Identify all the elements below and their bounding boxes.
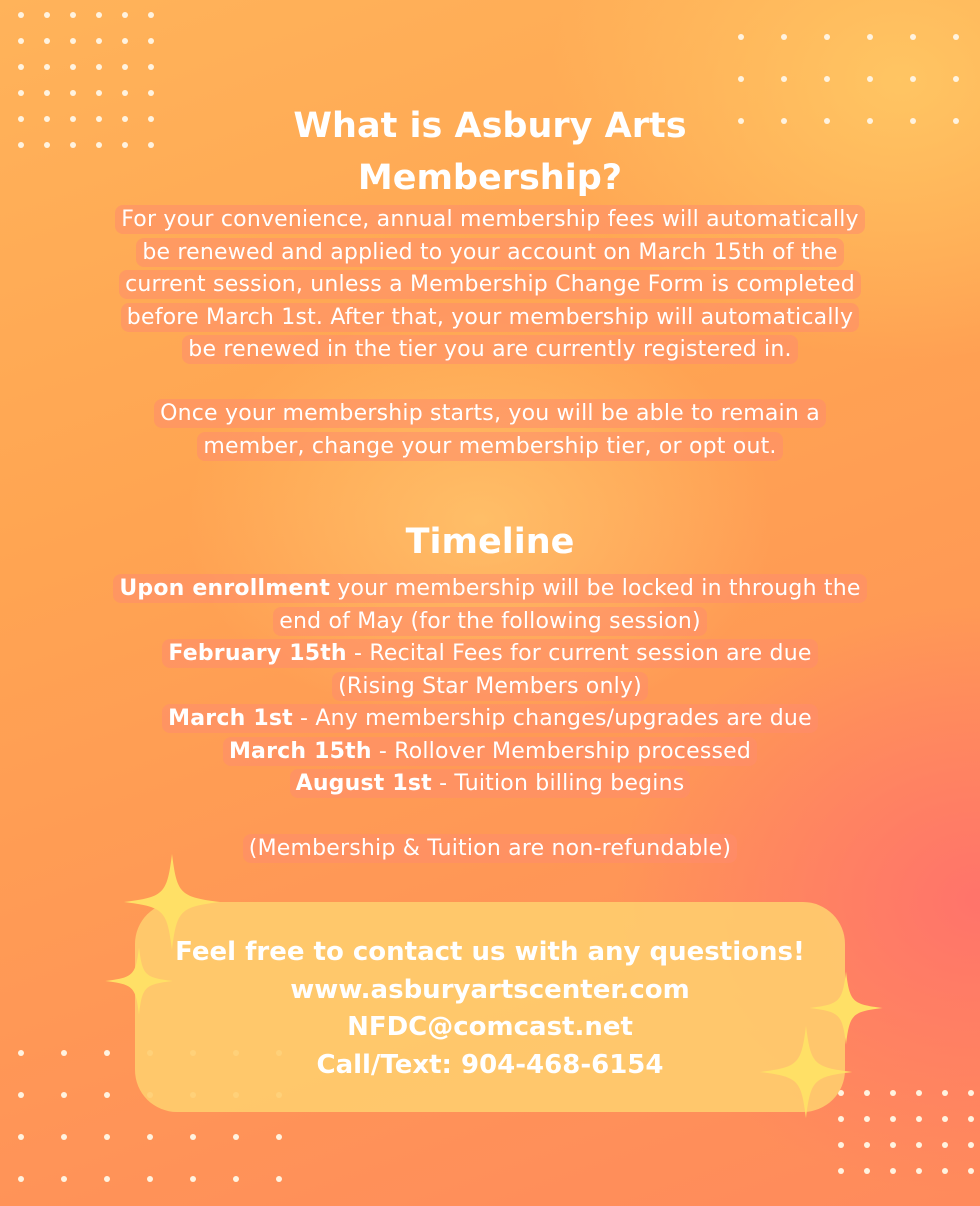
- timeline-date: March 15th: [228, 738, 372, 764]
- dot: [916, 1142, 922, 1148]
- dot: [864, 1116, 870, 1122]
- dot: [890, 1090, 896, 1096]
- dot: [18, 1176, 24, 1182]
- dot: [233, 1134, 239, 1140]
- dot: [122, 64, 128, 70]
- timeline-text: - Tuition billing begins: [431, 771, 685, 796]
- intro-line: before March 1st. After that, your membership will automatically: [121, 303, 859, 332]
- dot: [738, 34, 744, 40]
- timeline-text: (Rising Star Members only): [338, 673, 642, 699]
- dot: [942, 1168, 948, 1174]
- dot: [916, 1168, 922, 1174]
- timeline-text: end of May (for the following session): [279, 608, 701, 634]
- timeline-text: - Recital Fees for current session are due: [346, 641, 812, 666]
- intro-paragraph-2: [0, 398, 980, 463]
- refund-note-text: (Membership & Tuition are non-refundable): [243, 834, 737, 863]
- dot: [18, 64, 24, 70]
- dot: [968, 1142, 974, 1148]
- dot: [148, 12, 154, 18]
- page-title: [0, 100, 980, 204]
- dot: [910, 34, 916, 40]
- dot: [104, 1092, 110, 1098]
- dot: [838, 1168, 844, 1174]
- dot: [867, 76, 873, 82]
- dot: [44, 90, 50, 96]
- dot: [942, 1116, 948, 1122]
- dot: [61, 1176, 67, 1182]
- dot: [44, 12, 50, 18]
- dot: [864, 1142, 870, 1148]
- dot: [867, 34, 873, 40]
- dot: [838, 1142, 844, 1148]
- dot: [781, 34, 787, 40]
- dot: [968, 1168, 974, 1174]
- dot: [190, 1176, 196, 1182]
- dot: [96, 90, 102, 96]
- dot: [61, 1092, 67, 1098]
- website-link[interactable]: www.asburyartscenter.com: [290, 974, 690, 1005]
- timeline-date: Upon enrollment: [119, 576, 331, 601]
- dot: [276, 1134, 282, 1140]
- dot: [148, 64, 154, 70]
- dot: [148, 90, 154, 96]
- dot: [122, 90, 128, 96]
- dot: [276, 1176, 282, 1182]
- dot: [953, 76, 959, 82]
- dot: [70, 38, 76, 44]
- refund-note: [0, 833, 980, 866]
- dot: [864, 1090, 870, 1096]
- contact-info: [0, 934, 980, 1084]
- timeline-list: [0, 573, 980, 801]
- dot: [104, 1134, 110, 1140]
- title-line: What is Asbury Arts: [293, 106, 687, 146]
- timeline-text: - Any membership changes/upgrades are due: [292, 706, 812, 731]
- dot: [968, 1090, 974, 1096]
- dot: [890, 1142, 896, 1148]
- phone-number[interactable]: Call/Text: 904-468-6154: [316, 1049, 664, 1080]
- dot: [18, 1134, 24, 1140]
- intro-line: be renewed in the tier you are currently registered in.: [182, 335, 797, 364]
- intro2-line: member, change your membership tier, or opt out.: [197, 432, 782, 461]
- dot: [864, 1168, 870, 1174]
- timeline-text: - Rollover Membership processed: [371, 738, 752, 764]
- timeline-text: your membership will be locked in through the: [330, 576, 861, 601]
- dot: [96, 38, 102, 44]
- dot: [916, 1090, 922, 1096]
- timeline-title: Timeline: [405, 522, 575, 562]
- dot: [18, 38, 24, 44]
- intro-line: For your convenience, annual membership fees will automatically: [115, 205, 865, 234]
- dot: [96, 12, 102, 18]
- dot: [70, 64, 76, 70]
- dot: [824, 76, 830, 82]
- dot: [148, 38, 154, 44]
- dot: [910, 76, 916, 82]
- dot: [70, 12, 76, 18]
- dot: [104, 1176, 110, 1182]
- intro-line: be renewed and applied to your account on March 15th of the: [136, 238, 843, 267]
- dot: [190, 1134, 196, 1140]
- dot: [18, 1092, 24, 1098]
- intro2-line: Once your membership starts, you will be able to remain a: [154, 399, 826, 428]
- dot: [781, 76, 787, 82]
- dot: [61, 1134, 67, 1140]
- dot: [890, 1116, 896, 1122]
- dot: [738, 76, 744, 82]
- dot: [44, 38, 50, 44]
- dot: [147, 1176, 153, 1182]
- dot: [953, 34, 959, 40]
- contact-invite: Feel free to contact us with any questions!: [175, 937, 805, 967]
- timeline-date: March 1st: [168, 706, 293, 731]
- dot: [890, 1168, 896, 1174]
- dot: [18, 12, 24, 18]
- timeline-date: February 15th: [168, 641, 347, 666]
- dot: [18, 90, 24, 96]
- dot: [916, 1116, 922, 1122]
- dot: [824, 34, 830, 40]
- intro-paragraph: [0, 204, 980, 367]
- dot: [233, 1176, 239, 1182]
- dot: [122, 38, 128, 44]
- timeline-date: August 1st: [295, 771, 432, 796]
- intro-line: current session, unless a Membership Change Form is completed: [119, 270, 861, 299]
- dot: [942, 1090, 948, 1096]
- email-link[interactable]: NFDC@comcast.net: [347, 1012, 633, 1042]
- dot: [942, 1142, 948, 1148]
- title-line: Membership?: [357, 158, 623, 198]
- dot: [968, 1116, 974, 1122]
- dot: [96, 64, 102, 70]
- dot: [44, 64, 50, 70]
- dot: [70, 90, 76, 96]
- dot: [122, 12, 128, 18]
- dot: [147, 1134, 153, 1140]
